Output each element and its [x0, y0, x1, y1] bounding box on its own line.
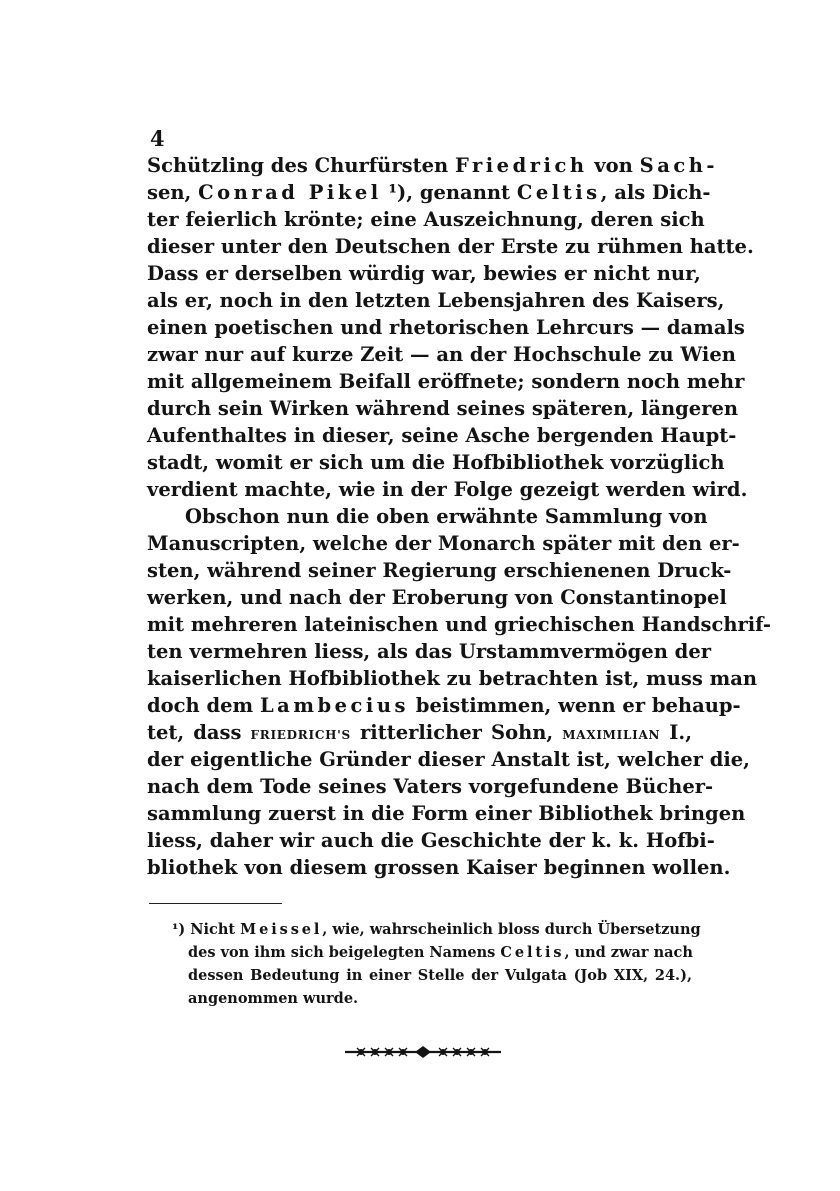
- body-line: [147, 152, 719, 179]
- body-text-segment: der eigentliche Gründer dieser Anstalt ist, welcher die,: [147, 748, 750, 771]
- body-text-segment: sammlung zuerst in die Form einer Bibliothek bringen: [147, 802, 746, 825]
- body-text-segment: ¹), genannt: [381, 181, 517, 204]
- body-text-segment: bliothek von diesem grossen Kaiser beginnen wollen.: [147, 856, 731, 879]
- body-text-segment: Conrad Pikel: [198, 181, 382, 204]
- body-text-segment: Sach-: [639, 154, 719, 177]
- body-line: [147, 422, 737, 449]
- body-line: [147, 719, 692, 746]
- body-text-segment: werken, und nach der Eroberung von Constantinopel: [147, 586, 727, 609]
- body-text-segment: nach dem Tode seines Vaters vorgefundene Bücher-: [147, 775, 714, 798]
- body-line: [147, 233, 754, 260]
- body-text-segment: Obschon nun die oben erwähnte Sammlung von: [185, 505, 708, 528]
- footnote-line: [172, 941, 692, 964]
- body-text-segment: Schützling des Churfürsten: [147, 154, 455, 177]
- body-line: [147, 638, 711, 665]
- body-text-segment: verdient machte, wie in der Folge gezeigt werden wird.: [147, 478, 748, 501]
- body-line: [147, 800, 746, 827]
- body-text-segment: Lambecius: [259, 694, 410, 717]
- body-text-segment: zwar nur auf kurze Zeit — an der Hochschule zu Wien: [147, 343, 736, 366]
- body-line: [147, 665, 758, 692]
- body-line: [147, 476, 748, 503]
- body-line: [147, 260, 701, 287]
- body-text-segment: stadt, womit er sich um die Hofbibliothek vorzüglich: [147, 451, 725, 474]
- body-text-segment: kaiserlichen Hofbibliothek zu betrachten ist, muss man: [147, 667, 758, 690]
- body-text-segment: mit mehreren lateinischen und griechischen Handschrif-: [147, 613, 771, 636]
- body-text-segment: durch sein Wirken während seines späteren, längeren: [147, 397, 739, 420]
- footnote-line: [172, 964, 692, 987]
- footnote-text-segment: dessen Bedeutung in einer Stelle der Vulgata (Job XIX, 24.),: [188, 967, 692, 984]
- body-text-segment: einen poetischen und rhetorischen Lehrcurs — damals: [147, 316, 745, 339]
- body-line: [147, 395, 739, 422]
- body-text-segment: ter feierlich krönte; eine Auszeichnung, deren sich: [147, 208, 705, 231]
- body-line: [147, 773, 714, 800]
- main-text-block: [147, 152, 771, 881]
- body-line: [147, 854, 731, 881]
- body-line: [147, 584, 727, 611]
- body-text-segment: dieser unter den Deutschen der Erste zu rühmen hatte.: [147, 235, 754, 258]
- body-text-segment: Friedrich: [454, 154, 588, 177]
- body-text-segment: sen,: [147, 181, 199, 204]
- body-text-segment: mit allgemeinem Beifall eröffnete; sondern noch mehr: [147, 370, 745, 393]
- body-line: [147, 368, 745, 395]
- body-line: [147, 557, 732, 584]
- body-text-segment: ten vermehren liess, als das Urstammvermögen der: [147, 640, 711, 663]
- body-text-segment: von: [587, 154, 640, 177]
- body-text-segment: Dass er derselben würdig war, bewies er nicht nur,: [147, 262, 701, 285]
- footnote-text-segment: , wie, wahrscheinlich bloss durch Übersetzung: [322, 921, 701, 938]
- body-text-segment: als er, noch in den letzten Lebensjahren des Kaisers,: [147, 289, 725, 312]
- body-line: [147, 827, 715, 854]
- body-line: [147, 287, 725, 314]
- body-line: [147, 341, 736, 368]
- body-text-segment: sten, während seiner Regierung erschienenen Druck-: [147, 559, 732, 582]
- footnote-text-segment: des von ihm sich beigelegten Namens: [188, 944, 501, 961]
- body-line: [147, 746, 750, 773]
- body-line: [147, 206, 705, 233]
- body-text-segment: Celtis: [516, 181, 601, 204]
- body-text-segment: Aufenthaltes in dieser, seine Asche bergenden Haupt-: [147, 424, 737, 447]
- body-line: [147, 611, 771, 638]
- body-text-segment: MAXIMILIAN: [562, 728, 661, 742]
- footnote-line: [172, 987, 692, 1010]
- footnote-text-segment: , und zwar nach: [564, 944, 693, 961]
- body-text-segment: beistimmen, wenn er behaup-: [409, 694, 741, 717]
- body-line: [147, 449, 725, 476]
- body-text-segment: , als Dich-: [600, 181, 711, 204]
- body-text-segment: doch dem: [147, 694, 260, 717]
- footnote-text-segment: Meissel: [240, 921, 323, 938]
- body-text-segment: tet, dass: [147, 721, 251, 744]
- fleuron-rule-ornament-icon: [343, 1043, 503, 1061]
- footnote-block: [172, 918, 701, 1010]
- footnote-text-segment: ¹) Nicht: [172, 921, 241, 938]
- body-text-segment: I.,: [660, 721, 692, 744]
- body-line: [147, 503, 708, 530]
- footnote-divider: [149, 903, 282, 904]
- page-number: 4: [150, 126, 165, 151]
- footnote-text-segment: angenommen wurde.: [188, 990, 359, 1007]
- footnote-text-segment: Celtis: [500, 944, 565, 961]
- body-line: [147, 692, 741, 719]
- body-text-segment: ritterlicher Sohn,: [350, 721, 563, 744]
- body-text-segment: Manuscripten, welche der Monarch später mit den er-: [147, 532, 740, 555]
- body-line: [147, 314, 745, 341]
- footnote-line: [172, 918, 701, 941]
- body-text-segment: FRIEDRICH'S: [250, 728, 351, 742]
- body-line: [147, 179, 711, 206]
- body-line: [147, 530, 740, 557]
- body-text-segment: liess, daher wir auch die Geschichte der k. k. Hofbi-: [147, 829, 715, 852]
